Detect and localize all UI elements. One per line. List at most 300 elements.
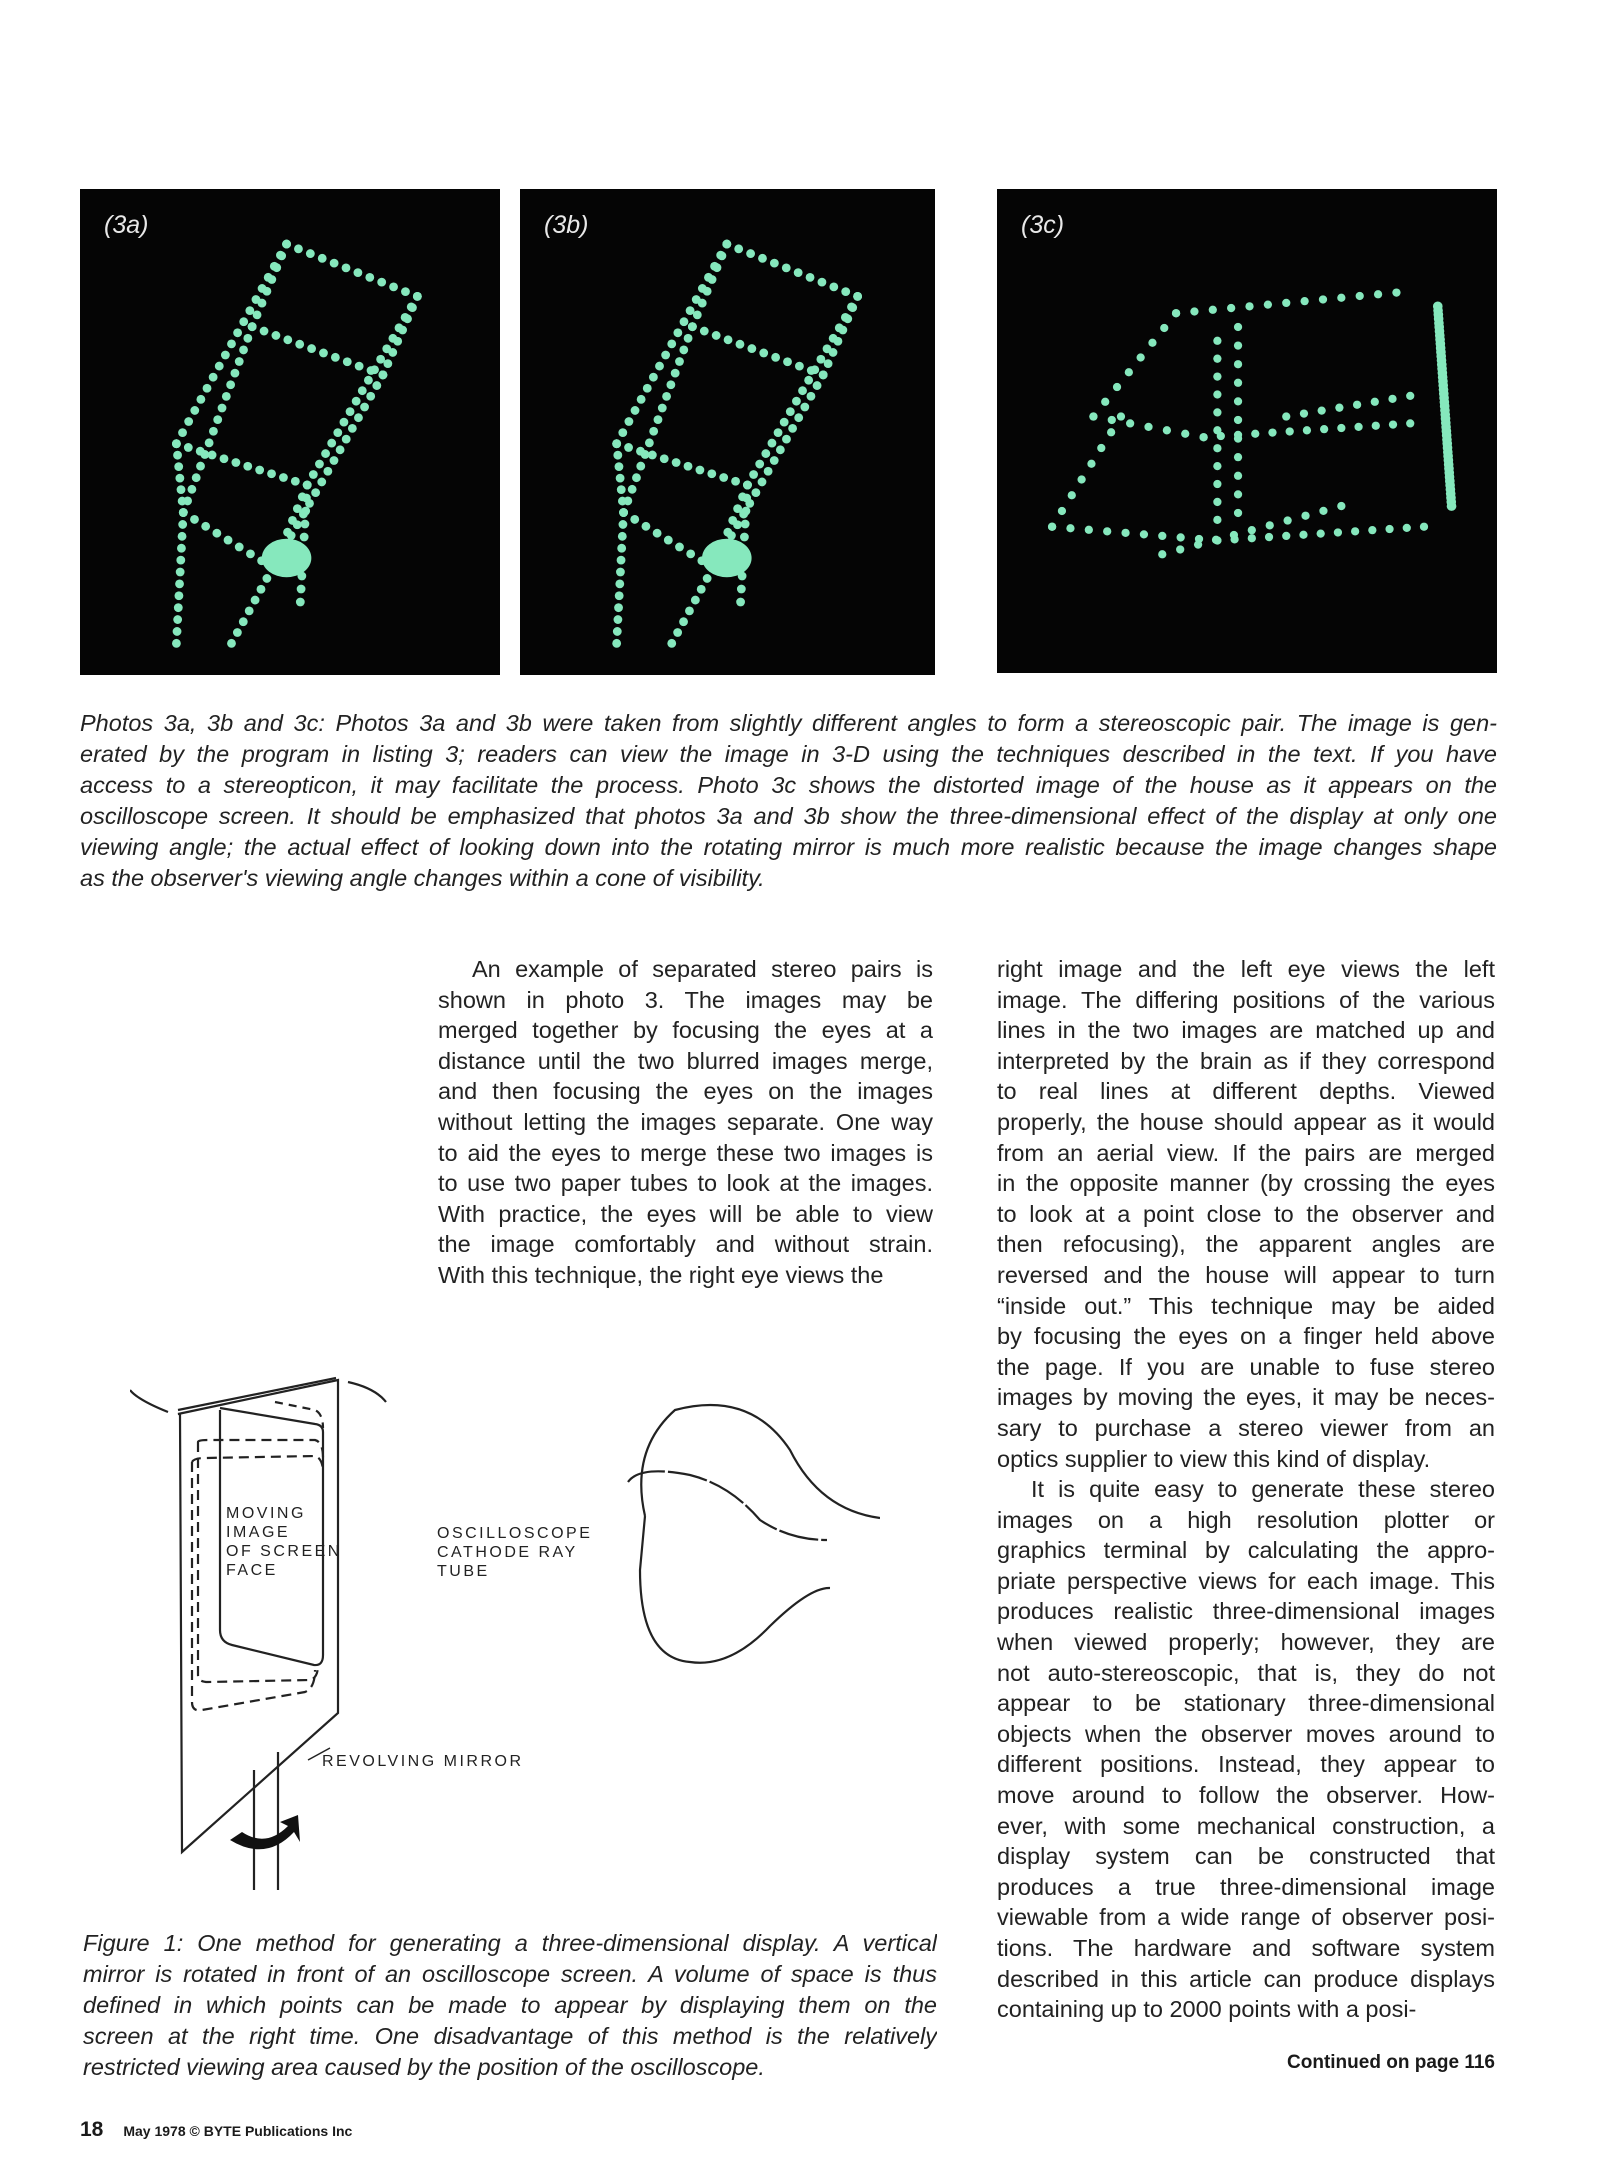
phosphor-dot: [233, 328, 242, 337]
phosphor-dot: [1317, 529, 1325, 537]
figure-1-diagram: [130, 1370, 880, 1890]
phosphor-dot: [673, 328, 682, 337]
phosphor-dot: [190, 515, 199, 524]
phosphor-dot: [267, 469, 276, 478]
phosphor-dot: [1374, 290, 1382, 298]
text-line: by focusing the eyes on a finger held above: [997, 1323, 1495, 1350]
phosphor-dot: [401, 287, 410, 296]
text-line: reversed and the house will appear to turn: [997, 1261, 1495, 1288]
phosphor-dot: [1199, 433, 1207, 441]
phosphor-dot: [1144, 423, 1152, 431]
phosphor-dot: [794, 413, 803, 422]
phosphor-dot: [686, 549, 695, 558]
phosphor-dot: [255, 466, 264, 475]
phosphor-dot: [1319, 507, 1327, 515]
label-revolving-mirror: REVOLVING MIRROR: [322, 1753, 524, 1770]
phosphor-dot: [619, 508, 628, 517]
right-column-text: [997, 954, 1495, 2025]
phosphor-dot: [306, 249, 315, 258]
phosphor-dot: [751, 488, 760, 497]
phosphor-dot: [243, 462, 252, 471]
phosphor-dot: [819, 370, 828, 379]
phosphor-dot: [734, 244, 743, 253]
phosphor-dot: [1140, 530, 1148, 538]
phosphor-dot: [631, 406, 640, 415]
phosphor-dot: [1234, 397, 1242, 405]
phosphor-dot: [382, 344, 391, 353]
phosphor-dot: [205, 438, 214, 447]
phosphor-dot: [747, 344, 756, 353]
phosphor-dot: [287, 531, 296, 540]
photo-3a-wireframe: [80, 189, 500, 675]
phosphor-dot: [235, 357, 244, 366]
phosphor-dot: [841, 287, 850, 296]
phosphor-dot: [1213, 408, 1221, 416]
phosphor-dot: [1113, 383, 1121, 391]
text-line: containing up to 2000 points with a posi-: [997, 1996, 1417, 2023]
phosphor-dot: [209, 373, 218, 382]
phosphor-dot: [1301, 512, 1309, 520]
text-line: appear to be stationary three-dimensional: [997, 1690, 1495, 1717]
text-line: as the observer's viewing angle changes within a cone of visibility.: [80, 865, 765, 891]
phosphor-dot: [174, 603, 183, 612]
phosphor-dot: [615, 591, 624, 600]
phosphor-dot: [1158, 550, 1166, 558]
phosphor-dot: [1058, 507, 1066, 515]
phosphor-dot: [176, 568, 185, 577]
phosphor-dot: [248, 322, 257, 331]
phosphor-dot: [331, 353, 340, 362]
phosphor-dot: [800, 403, 809, 412]
phosphor-dot: [175, 579, 184, 588]
phosphor-dot: [336, 445, 345, 454]
phosphor-dot: [355, 362, 364, 371]
phosphor-dot: [749, 470, 758, 479]
phosphor-dot: [175, 591, 184, 600]
phosphor-dot: [1089, 412, 1097, 420]
phosphor-dot: [330, 259, 339, 268]
phosphor-dot: [649, 373, 658, 382]
text-line: With practice, the eyes will be able to view: [438, 1200, 933, 1227]
phosphor-dot: [661, 351, 670, 360]
phosphor-dot: [1234, 379, 1242, 387]
phosphor-dot: [1068, 491, 1076, 499]
phosphor-dot: [184, 443, 193, 452]
phosphor-dot: [192, 473, 201, 482]
phosphor-blob: [702, 539, 752, 578]
phosphor-dot: [780, 418, 789, 427]
photo-label: (3a): [104, 211, 149, 239]
phosphor-dot: [719, 473, 728, 482]
phosphor-dot: [379, 370, 388, 379]
phosphor-dot: [1245, 302, 1253, 310]
text-line: merged together by focusing the eyes at a: [438, 1017, 933, 1044]
phosphor-dot: [218, 404, 227, 413]
phosphor-dot: [246, 549, 255, 558]
phosphor-dot: [743, 481, 752, 490]
text-line: not auto-stereoscopic, that is, they do not: [997, 1659, 1495, 1686]
phosphor-dot: [1447, 501, 1457, 511]
phosphor-dot: [1268, 428, 1276, 436]
phosphor-dot: [794, 268, 803, 277]
phosphor-dot: [388, 334, 397, 343]
phosphor-dot: [301, 507, 310, 516]
phosphor-dot: [1087, 460, 1095, 468]
phosphor-dot: [1227, 304, 1235, 312]
left-column-text: [438, 954, 933, 1291]
phosphor-dot: [1176, 545, 1184, 553]
phosphor-dot: [710, 262, 719, 271]
phosphor-dot: [1126, 419, 1134, 427]
phosphor-dot: [252, 295, 261, 304]
phosphor-dot: [612, 639, 621, 648]
rotation-arrow-icon: [230, 1815, 300, 1849]
phosphor-dot: [758, 478, 767, 487]
phosphor-dot: [323, 467, 332, 476]
phosphor-dot: [1234, 509, 1242, 517]
phosphor-dot: [309, 470, 318, 479]
phosphor-dot: [624, 443, 633, 452]
phosphor-dot: [1137, 353, 1145, 361]
phosphor-dot: [1388, 395, 1396, 403]
phosphor-dot: [1077, 475, 1085, 483]
text-line: priate perspective views for each image. This: [997, 1567, 1495, 1594]
phosphor-dot: [618, 428, 627, 437]
phosphor-dot: [196, 462, 205, 471]
phosphor-dot: [1406, 392, 1414, 400]
text-line: “inside out.” This technique may be aided: [997, 1292, 1495, 1319]
text-line: from an aerial view. If the pairs are merged: [997, 1139, 1495, 1166]
figure-caption: [83, 1928, 937, 2083]
phosphor-dot: [178, 532, 187, 541]
text-line: ever, with some mechanical construction, a: [997, 1812, 1495, 1839]
phosphor-dot: [1303, 426, 1311, 434]
phosphor-dot: [758, 254, 767, 263]
phosphor-dot: [795, 362, 804, 371]
text-line: and then focusing the eyes on the images: [438, 1078, 933, 1105]
phosphor-dot: [174, 462, 183, 471]
phosphor-dot: [343, 357, 352, 366]
text-line: properly, the house should appear as it would: [997, 1108, 1495, 1135]
phosphor-dot: [654, 415, 663, 424]
phosphor-dot: [675, 543, 684, 552]
phosphor-dot: [818, 278, 827, 287]
phosphor-dot: [1213, 355, 1221, 363]
phosphor-dot: [742, 507, 751, 516]
phosphor-dot: [243, 334, 252, 343]
phosphor-dot: [302, 494, 311, 503]
phosphor-dot: [704, 273, 713, 282]
phosphor-dot: [1319, 295, 1327, 303]
phosphor-dot: [1213, 516, 1221, 524]
phosphor-dot: [823, 344, 832, 353]
text-line: produces realistic three-dimensional images: [997, 1598, 1495, 1625]
phosphor-dot: [1320, 425, 1328, 433]
phosphor-dot: [684, 462, 693, 471]
phosphor-dot: [376, 355, 385, 364]
phosphor-dot: [1299, 531, 1307, 539]
phosphor-dot: [301, 520, 310, 529]
phosphor-dot: [643, 384, 652, 393]
phosphor-dot: [615, 462, 624, 471]
phosphor-dot: [321, 449, 330, 458]
phosphor-dot: [680, 317, 689, 326]
text-line: Photos 3a, 3b and 3c: Photos 3a and 3b were taken from slightly different angles to form a stereoscopic pair. The image is gen-: [80, 710, 1497, 736]
text-line: An example of separated stereo pairs is: [472, 956, 933, 982]
text-line: different positions. Instead, they appear to: [997, 1751, 1495, 1778]
phosphor-dot: [395, 323, 404, 332]
phosphor-dot: [307, 344, 316, 353]
phosphor-dot: [671, 369, 680, 378]
phosphor-dot: [829, 282, 838, 291]
phosphor-dot: [209, 427, 218, 436]
text-line: to aid the eyes to merge these two images is: [438, 1139, 933, 1166]
text-line: Figure 1: One method for generating a three-dimensional display. A vertical: [83, 1930, 937, 1956]
phosphor-dot: [1282, 412, 1290, 420]
phosphor-dot: [782, 435, 791, 444]
phosphor-dot: [1148, 339, 1156, 347]
phosphor-dot: [807, 392, 816, 401]
phosphor-dot: [740, 533, 749, 542]
text-line: viewable from a wide range of observer posi-: [997, 1904, 1495, 1931]
phosphor-dot: [628, 485, 637, 494]
revolving-mirror: [130, 1378, 386, 1890]
phosphor-dot: [1213, 337, 1221, 345]
phosphor-dot: [664, 536, 673, 545]
footer-credit: May 1978 © BYTE Publications Inc: [123, 2123, 353, 2139]
phosphor-dot: [1213, 390, 1221, 398]
text-line: access to a stereopticon, it may facilitate the process. Photo 3c shows the distorted image of the house as it appears on the: [80, 772, 1497, 798]
phosphor-dot: [617, 485, 626, 494]
phosphor-dot: [1194, 541, 1202, 549]
phosphor-dot: [279, 473, 288, 482]
phosphor-dot: [239, 346, 248, 355]
phosphor-dot: [1371, 398, 1379, 406]
phosphor-dot: [1334, 528, 1342, 536]
phosphor-dot: [179, 508, 188, 517]
phosphor-dot: [1213, 462, 1221, 470]
phosphor-dot: [724, 335, 733, 344]
phosphor-dot: [742, 494, 751, 503]
phosphor-dot: [348, 424, 357, 433]
phosphor-dot: [239, 617, 248, 626]
phosphor-dot: [227, 639, 236, 648]
phosphor-dot: [372, 381, 381, 390]
phosphor-dot: [184, 417, 193, 426]
phosphor-dot: [177, 544, 186, 553]
phosphor-dot: [736, 340, 745, 349]
phosphor-dot: [1265, 533, 1273, 541]
phosphor-dot: [1163, 426, 1171, 434]
phosphor-dot: [200, 450, 209, 459]
phosphor-dot: [346, 407, 355, 416]
phosphor-dot: [1107, 428, 1115, 436]
phosphor-dot: [1368, 526, 1376, 534]
phosphor-dot: [212, 529, 221, 538]
phosphor-dot: [841, 313, 850, 322]
label-moving-image: MOVING IMAGE OF SCREEN FACE: [226, 1505, 342, 1579]
phosphor-dot: [1190, 307, 1198, 315]
phosphor-dot: [612, 439, 621, 448]
phosphor-dot: [224, 536, 233, 545]
phosphor-dot: [741, 520, 750, 529]
phosphor-dot: [658, 404, 667, 413]
phosphor-dot: [220, 454, 229, 463]
phosphor-dot: [260, 327, 269, 336]
phosphor-dot: [615, 579, 624, 588]
phosphor-dot: [327, 439, 336, 448]
phosphor-dot: [330, 456, 339, 465]
phosphor-dot: [788, 424, 797, 433]
phosphor-dot: [770, 456, 779, 465]
phosphor-dot: [370, 365, 379, 374]
phosphor-dot: [231, 369, 240, 378]
phosphor-dot: [352, 397, 361, 406]
phosphor-dot: [623, 497, 632, 506]
phosphor-dot: [1085, 526, 1093, 534]
text-line: graphics terminal by calculating the appro-: [997, 1537, 1495, 1564]
phosphor-dot: [1282, 532, 1290, 540]
phosphor-dot: [707, 469, 716, 478]
phosphor-dot: [675, 357, 684, 366]
phosphor-dot: [1213, 480, 1221, 488]
text-line: tions. The hardware and software system: [997, 1935, 1495, 1961]
phosphor-dot: [1234, 416, 1242, 424]
phosphor-dot: [1337, 294, 1345, 302]
phosphor-dot: [1213, 444, 1221, 452]
phosphor-dot: [389, 282, 398, 291]
phosphor-dot: [774, 428, 783, 437]
phosphor-dot: [413, 292, 422, 301]
phosphor-dot: [1335, 404, 1343, 412]
phosphor-dot: [1337, 424, 1345, 432]
phosphor-dot: [613, 451, 622, 460]
phosphor-dot: [1300, 409, 1308, 417]
phosphor-dot: [853, 292, 862, 301]
phosphor-dot: [264, 273, 273, 282]
text-line: then refocusing), the apparent angles are: [997, 1231, 1495, 1258]
phosphor-dot: [333, 428, 342, 437]
phosphor-dot: [673, 628, 682, 637]
photo-3c: [997, 189, 1497, 673]
phosphor-dot: [239, 317, 248, 326]
text-line: image. The differing positions of the various: [997, 986, 1495, 1013]
phosphor-dot: [282, 240, 291, 249]
phosphor-dot: [1048, 523, 1056, 531]
phosphor-dot: [303, 481, 312, 490]
phosphor-dot: [297, 585, 306, 594]
phosphor-dot: [358, 386, 367, 395]
phosphor-dot: [798, 386, 807, 395]
text-line: optics supplier to view this kind of display.: [997, 1445, 1431, 1472]
text-line: distance until the two blurred images merge,: [438, 1047, 933, 1074]
phosphor-dot: [173, 627, 182, 636]
phosphor-dot: [172, 439, 181, 448]
phosphor-dot: [364, 376, 373, 385]
phosphor-dot: [632, 473, 641, 482]
phosphor-dot: [782, 263, 791, 272]
rotation-arrow-right: [348, 1382, 386, 1402]
phosphor-dot: [655, 362, 664, 371]
phosphor-dot: [1158, 532, 1166, 540]
phosphor-dot: [613, 627, 622, 636]
phosphor-dot: [641, 450, 650, 459]
phosphor-dot: [318, 254, 327, 263]
phosphor-dot: [776, 445, 785, 454]
phosphor-dot: [178, 428, 187, 437]
phosphor-dot: [617, 544, 626, 553]
phosphor-dot: [716, 251, 725, 260]
phosphor-dot: [319, 349, 328, 358]
phosphor-dot: [226, 380, 235, 389]
phosphor-dot: [684, 334, 693, 343]
phosphor-dot: [365, 273, 374, 282]
phosphor-dot: [755, 460, 764, 469]
photo-caption: [80, 708, 1497, 894]
phosphor-dot: [1318, 407, 1326, 415]
text-line: to use two paper tubes to look at the images.: [438, 1170, 933, 1197]
phosphor-dot: [1385, 525, 1393, 533]
phosphor-dot: [614, 603, 623, 612]
phosphor-dot: [245, 306, 254, 315]
phosphor-dot: [203, 384, 212, 393]
phosphor-dot: [771, 353, 780, 362]
phosphor-dot: [300, 533, 309, 542]
phosphor-dot: [703, 574, 712, 583]
phosphor-dot: [342, 263, 351, 272]
phosphor-dot: [685, 606, 694, 615]
phosphor-dot: [1354, 423, 1362, 431]
text-line: shown in photo 3. The images may be: [438, 986, 933, 1013]
phosphor-dot: [829, 334, 838, 343]
phosphor-dot: [354, 413, 363, 422]
phosphor-dot: [1284, 516, 1292, 524]
phosphor-dot: [1282, 299, 1290, 307]
phosphor-dot: [660, 454, 669, 463]
phosphor-dot: [695, 466, 704, 475]
phosphor-dot: [215, 362, 224, 371]
phosphor-dot: [810, 365, 819, 374]
phosphor-dot: [262, 574, 271, 583]
phosphor-dot: [222, 392, 231, 401]
phosphor-dot: [783, 357, 792, 366]
text-line: restricted viewing area caused by the position of the oscilloscope.: [83, 2054, 765, 2080]
phosphor-dot: [625, 417, 634, 426]
phosphor-dot: [1234, 323, 1242, 331]
phosphor-dot: [712, 331, 721, 340]
phosphor-dot: [340, 418, 349, 427]
phosphor-dot: [686, 306, 695, 315]
phosphor-dot: [770, 259, 779, 268]
phosphor-dot: [847, 302, 856, 311]
text-line: interpreted by the brain as if they correspond: [997, 1047, 1495, 1074]
phosphor-dot: [637, 395, 646, 404]
phosphor-dot: [1420, 523, 1428, 531]
continued-note: Continued on page 116: [1287, 2052, 1495, 2073]
phosphor-dot: [178, 520, 187, 529]
text-line: erated by the program in listing 3; readers can view the image in 3-D using the techniques described in the text. If you have: [80, 741, 1497, 767]
phosphor-dot: [1248, 526, 1256, 534]
phosphor-dot: [366, 392, 375, 401]
phosphor-dot: [270, 262, 279, 271]
phosphor-dot: [736, 598, 745, 607]
phosphor-dot: [679, 346, 688, 355]
phosphor-dot: [231, 458, 240, 467]
phosphor-dot: [176, 556, 185, 565]
phosphor-dot: [692, 295, 701, 304]
phosphor-dot: [746, 249, 755, 258]
phosphor-dot: [733, 520, 742, 529]
